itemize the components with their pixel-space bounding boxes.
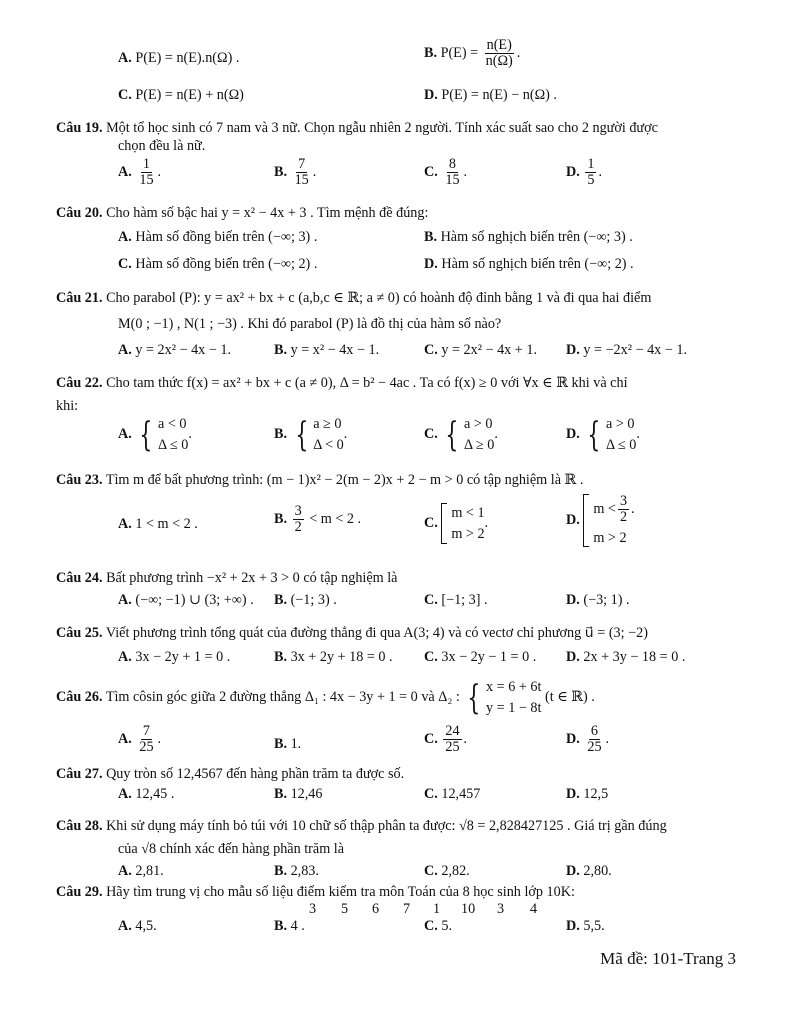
page-footer: Mã đề: 101-Trang 3 bbox=[600, 949, 736, 968]
option-text: (−1; 3) . bbox=[290, 592, 337, 608]
denominator: 25 bbox=[139, 738, 154, 755]
q28-option-a bbox=[118, 863, 164, 881]
q22-option-c bbox=[424, 414, 498, 455]
brace-symbol: { bbox=[445, 414, 459, 455]
question-text: Khi sử dụng máy tính bỏ túi với 10 chữ số thập phân ta được: √8 = 2,828427125 . Giá trị gần đúng bbox=[106, 818, 667, 834]
option-text: y = 2x² − 4x − 1. bbox=[135, 342, 231, 358]
q18-option-c bbox=[118, 87, 244, 105]
question-text: của √8 chính xác đến hàng phần trăm là bbox=[118, 841, 345, 857]
question-number: Câu 22. bbox=[56, 375, 103, 391]
option-text: P(E) = n(E).n(Ω) . bbox=[135, 50, 240, 66]
q29-option-c bbox=[424, 918, 452, 936]
q27-stem bbox=[56, 766, 404, 784]
system-line: a < 0 bbox=[157, 416, 187, 432]
q25-option-b bbox=[274, 649, 393, 667]
option-text: 2,81. bbox=[135, 863, 164, 879]
system-line: m > 2 bbox=[593, 529, 627, 546]
q29-option-b bbox=[274, 918, 305, 936]
q27-option-d bbox=[566, 786, 608, 804]
option-label: A. bbox=[118, 229, 132, 245]
q24-option-c bbox=[424, 592, 488, 610]
system-line: Δ ≤ 0 bbox=[157, 436, 189, 453]
q24-option-a bbox=[118, 592, 254, 610]
option-text: 2,80. bbox=[583, 863, 612, 879]
option-text: 4,5. bbox=[135, 918, 157, 934]
question-text: Cho hàm số bậc hai y = x² − 4x + 3 . Tìm mệnh đề đúng: bbox=[106, 205, 429, 221]
option-label: C. bbox=[424, 514, 438, 531]
option-text: 2x + 3y − 18 = 0 . bbox=[583, 649, 686, 665]
q28-option-c bbox=[424, 863, 470, 881]
option-dot: . bbox=[631, 501, 635, 518]
option-text: (−∞; −1) ∪ (3; +∞) . bbox=[135, 592, 254, 608]
system-line: m < 1 bbox=[451, 505, 485, 521]
option-label: D. bbox=[566, 511, 580, 528]
brace-symbol: { bbox=[587, 414, 601, 455]
option-text: Hàm số đồng biến trên (−∞; 3) . bbox=[135, 229, 318, 245]
question-text: chọn đều là nữ. bbox=[118, 138, 206, 154]
denominator: 5 bbox=[587, 171, 595, 188]
question-number: Câu 26. bbox=[56, 688, 103, 705]
q19-option-c bbox=[424, 157, 467, 189]
q18-option-a bbox=[118, 50, 239, 68]
question-number: Câu 19. bbox=[56, 120, 103, 136]
q21-stem bbox=[56, 290, 651, 308]
q25-option-c bbox=[424, 649, 536, 667]
fraction bbox=[585, 724, 603, 756]
option-label: C. bbox=[424, 786, 438, 802]
option-text: P(E) = n(E) − n(Ω) . bbox=[441, 87, 557, 103]
option-text: (−3; 1) . bbox=[583, 592, 630, 608]
numerator: 7 bbox=[298, 156, 306, 172]
q21-option-d bbox=[566, 342, 687, 360]
parametric-system bbox=[463, 677, 541, 718]
option-label: B. bbox=[274, 511, 288, 528]
option-text: P(E) = n(E) + n(Ω) bbox=[135, 87, 244, 103]
option-prefix: P(E) = bbox=[440, 45, 479, 62]
q19-stem bbox=[56, 120, 658, 138]
fraction bbox=[293, 157, 311, 189]
denominator: n(Ω) bbox=[485, 52, 513, 69]
denominator: 15 bbox=[294, 171, 309, 188]
score-value: 7 bbox=[403, 901, 411, 917]
q22-option-d bbox=[566, 414, 640, 455]
numerator: 7 bbox=[142, 723, 150, 739]
bracket-symbol bbox=[583, 494, 589, 547]
brace-symbol: { bbox=[467, 677, 481, 718]
system-line: y = 1 − 8t bbox=[486, 699, 542, 716]
question-text: Cho parabol (P): y = ax² + bx + c (a,b,c ∈ ℝ; a ≠ 0) có hoành độ đỉnh bằng 1 và đi qua hai điểm bbox=[106, 290, 652, 306]
q26-stem bbox=[56, 677, 595, 718]
option-label: B. bbox=[274, 592, 288, 608]
score-value: 4 bbox=[530, 901, 538, 917]
option-label: B. bbox=[274, 649, 288, 665]
q21-option-a bbox=[118, 342, 231, 360]
q28-option-b bbox=[274, 863, 319, 881]
q21-stem-cont bbox=[118, 316, 501, 334]
q26-option-c bbox=[424, 724, 467, 756]
fraction bbox=[293, 504, 304, 536]
option-text: 12,46 bbox=[290, 786, 323, 802]
q29-stem bbox=[56, 884, 575, 902]
option-text: y = x² − 4x − 1. bbox=[290, 342, 380, 358]
q24-option-d bbox=[566, 592, 630, 610]
q22-stem bbox=[56, 375, 628, 393]
score-list bbox=[309, 901, 537, 919]
fraction bbox=[484, 38, 515, 70]
q23-option-d bbox=[566, 494, 635, 547]
question-text: Hãy tìm trung vị cho mẫu số liệu điểm kiểm tra môn Toán của 8 học sinh lớp 10K: bbox=[106, 884, 575, 900]
numerator: 6 bbox=[590, 723, 598, 739]
option-text: 5,5. bbox=[583, 918, 605, 934]
question-number: Câu 28. bbox=[56, 818, 103, 834]
denominator: 25 bbox=[445, 738, 460, 755]
fraction bbox=[443, 724, 461, 756]
option-text: 1. bbox=[290, 736, 302, 752]
brace-symbol: { bbox=[294, 414, 308, 455]
option-label: D. bbox=[566, 649, 580, 665]
option-dot: . bbox=[312, 164, 317, 181]
q24-option-b bbox=[274, 592, 337, 610]
option-text: Hàm số đồng biến trên (−∞; 2) . bbox=[135, 256, 318, 272]
q21-option-c bbox=[424, 342, 537, 360]
score-value: 5 bbox=[341, 901, 349, 917]
question-text: Viết phương trình tổng quát của đường thẳng đi qua A(3; 4) và có vectơ chỉ phương u⃗ = (3; −2) bbox=[105, 625, 648, 641]
question-number: Câu 21. bbox=[56, 290, 103, 306]
option-label: B. bbox=[274, 786, 288, 802]
q22-option-a bbox=[118, 414, 192, 455]
numerator: 8 bbox=[448, 156, 456, 172]
inequality-union bbox=[441, 503, 484, 544]
option-label: C. bbox=[424, 164, 438, 181]
bracket-symbol bbox=[441, 503, 447, 544]
option-text: [−1; 3] . bbox=[441, 592, 488, 608]
denominator: 15 bbox=[445, 171, 460, 188]
q18-option-d bbox=[424, 87, 557, 105]
question-number: Câu 24. bbox=[56, 570, 103, 586]
option-text: 12,457 bbox=[441, 786, 481, 802]
numerator: 3 bbox=[294, 503, 302, 519]
q23-option-b bbox=[274, 504, 361, 536]
option-label: C. bbox=[424, 649, 438, 665]
option-label: C. bbox=[118, 87, 132, 103]
score-value: 3 bbox=[497, 901, 505, 917]
numerator: 1 bbox=[142, 156, 150, 172]
fraction bbox=[137, 724, 155, 756]
q26-option-b bbox=[274, 736, 301, 754]
option-text: 12,5 bbox=[583, 786, 609, 802]
q27-option-b bbox=[274, 786, 322, 804]
option-dot: . bbox=[484, 514, 489, 531]
q25-option-a bbox=[118, 649, 230, 667]
score-value: 10 bbox=[461, 901, 476, 917]
score-value: 6 bbox=[372, 901, 380, 917]
option-label: A. bbox=[118, 425, 132, 442]
numerator: 3 bbox=[619, 493, 628, 509]
option-dot: . bbox=[157, 731, 162, 748]
q18-option-b bbox=[424, 38, 520, 70]
q20-option-d bbox=[424, 256, 634, 274]
q20-option-b bbox=[424, 229, 633, 247]
system-line: a ≥ 0 bbox=[313, 416, 342, 432]
numerator: 24 bbox=[445, 723, 460, 739]
option-text: 12,45 . bbox=[135, 786, 175, 802]
option-label: B. bbox=[274, 342, 288, 358]
q27-option-a bbox=[118, 786, 174, 804]
option-dot: . bbox=[463, 164, 468, 181]
inequality-union bbox=[583, 494, 634, 547]
option-label: A. bbox=[118, 863, 132, 879]
numerator: n(E) bbox=[486, 37, 512, 53]
inequality-system bbox=[135, 414, 188, 455]
question-text: Quy tròn số 12,4567 đến hàng phần trăm ta được số. bbox=[106, 766, 405, 782]
option-text: y = −2x² − 4x − 1. bbox=[583, 342, 687, 358]
option-label: B. bbox=[424, 229, 438, 245]
option-text: 2,83. bbox=[290, 863, 319, 879]
option-label: D. bbox=[566, 863, 580, 879]
option-dot: . bbox=[188, 425, 192, 442]
q20-stem bbox=[56, 205, 428, 223]
option-dot: . bbox=[598, 164, 602, 181]
option-label: D. bbox=[566, 731, 580, 748]
option-label: C. bbox=[424, 425, 438, 442]
option-label: D. bbox=[424, 87, 438, 103]
question-text: Cho tam thức f(x) = ax² + bx + c (a ≠ 0), Δ = b² − 4ac . Ta có f(x) ≥ 0 với ∀x ∈ ℝ khi và chỉ bbox=[106, 375, 628, 391]
fraction bbox=[585, 157, 596, 189]
q23-option-a bbox=[118, 516, 198, 534]
inequality-system bbox=[291, 414, 344, 455]
system-line: m > 2 bbox=[451, 525, 485, 542]
q24-stem bbox=[56, 570, 397, 588]
option-label: C. bbox=[118, 256, 132, 272]
q20-option-a bbox=[118, 229, 317, 247]
inequality-system bbox=[441, 414, 494, 455]
denominator: 2 bbox=[619, 508, 628, 525]
numerator: 1 bbox=[587, 156, 595, 172]
q25-option-d bbox=[566, 649, 685, 667]
option-label: A. bbox=[118, 786, 132, 802]
q26-option-d bbox=[566, 724, 609, 756]
option-text: 3x − 2y + 1 = 0 . bbox=[135, 649, 231, 665]
q25-stem bbox=[56, 625, 648, 643]
q29-option-a bbox=[118, 918, 157, 936]
option-text: Hàm số nghịch biến trên (−∞; 3) . bbox=[440, 229, 633, 245]
q20-option-c bbox=[118, 256, 317, 274]
option-label: B. bbox=[274, 863, 288, 879]
question-number: Câu 27. bbox=[56, 766, 103, 782]
option-text: Hàm số nghịch biến trên (−∞; 2) . bbox=[441, 256, 634, 272]
question-text: Tìm côsin góc giữa 2 đường thẳng Δ₁ : 4x − 3y + 1 = 0 và Δ₂ : bbox=[105, 688, 460, 705]
denominator: 15 bbox=[139, 171, 154, 188]
q19-option-a bbox=[118, 157, 161, 189]
option-label: D. bbox=[566, 164, 580, 181]
question-text: (t ∈ ℝ) . bbox=[544, 688, 595, 705]
option-label: A. bbox=[118, 592, 132, 608]
question-number: Câu 23. bbox=[56, 472, 103, 488]
option-label: A. bbox=[118, 342, 132, 358]
q28-stem bbox=[56, 818, 667, 836]
score-value: 3 bbox=[309, 901, 317, 917]
option-label: D. bbox=[566, 592, 580, 608]
option-label: B. bbox=[274, 918, 288, 934]
option-label: B. bbox=[274, 736, 288, 752]
q23-option-c bbox=[424, 503, 488, 544]
question-number: Câu 20. bbox=[56, 205, 103, 221]
option-label: D. bbox=[566, 786, 580, 802]
option-dot: . bbox=[636, 425, 640, 442]
q23-stem bbox=[56, 472, 583, 490]
q22-option-b bbox=[274, 414, 347, 455]
system-line: Δ < 0 bbox=[313, 436, 344, 453]
option-label: C. bbox=[424, 863, 438, 879]
denominator: 25 bbox=[587, 738, 602, 755]
option-dot: . bbox=[157, 164, 162, 181]
option-label: D. bbox=[566, 918, 580, 934]
q19-option-d bbox=[566, 157, 602, 189]
option-text: 3x + 2y + 18 = 0 . bbox=[290, 649, 393, 665]
system-line: Δ ≤ 0 bbox=[605, 436, 637, 453]
option-label: D. bbox=[424, 256, 438, 272]
option-label: D. bbox=[566, 342, 580, 358]
question-text: Tìm m để bất phương trình: (m − 1)x² − 2(m − 2)x + 2 − m > 0 có tập nghiệm là ℝ . bbox=[105, 472, 584, 488]
fraction bbox=[443, 157, 461, 189]
option-label: A. bbox=[118, 918, 132, 934]
denominator: 2 bbox=[294, 518, 302, 535]
option-suffix: < m < 2 . bbox=[309, 511, 362, 528]
option-label: C. bbox=[424, 918, 438, 934]
score-value: 1 bbox=[433, 901, 441, 917]
option-dot: . bbox=[463, 731, 468, 748]
option-label: B. bbox=[424, 45, 438, 62]
question-text: Bất phương trình −x² + 2x + 3 > 0 có tập nghiệm là bbox=[106, 570, 398, 586]
option-text: y = 2x² − 4x + 1. bbox=[441, 342, 537, 358]
q28-option-d bbox=[566, 863, 612, 881]
option-label: C. bbox=[424, 342, 438, 358]
question-text: M(0 ; −1) , N(1 ; −3) . Khi đó parabol (P) là đồ thị của hàm số nào? bbox=[118, 316, 502, 332]
option-text: 2,82. bbox=[441, 863, 470, 879]
option-text: 4 . bbox=[290, 918, 305, 934]
fraction bbox=[618, 494, 629, 526]
brace-symbol: { bbox=[139, 414, 153, 455]
option-label: C. bbox=[424, 731, 438, 748]
option-dot: . bbox=[343, 425, 348, 442]
inequality-system bbox=[583, 414, 636, 455]
fraction bbox=[137, 157, 155, 189]
q22-stem-cont bbox=[56, 398, 78, 416]
option-label: A. bbox=[118, 164, 132, 181]
system-line: a > 0 bbox=[463, 416, 493, 432]
question-number: Câu 29. bbox=[56, 884, 103, 900]
question-text: Một tổ học sinh có 7 nam và 3 nữ. Chọn ngẫu nhiên 2 người. Tính xác suất sao cho 2 người được bbox=[106, 120, 658, 136]
q28-stem-cont bbox=[118, 841, 344, 859]
q19-stem-cont bbox=[118, 138, 205, 156]
system-prefix: m < bbox=[593, 501, 616, 518]
option-label: C. bbox=[424, 592, 438, 608]
option-text: 1 < m < 2 . bbox=[135, 516, 198, 532]
option-dot: . bbox=[605, 731, 610, 748]
q21-option-b bbox=[274, 342, 379, 360]
option-suffix: . bbox=[516, 45, 521, 62]
option-label: A. bbox=[118, 731, 132, 748]
q19-option-b bbox=[274, 157, 316, 189]
option-label: A. bbox=[118, 50, 132, 66]
question-number: Câu 25. bbox=[56, 625, 103, 641]
option-label: A. bbox=[118, 649, 132, 665]
option-text: 3x − 2y − 1 = 0 . bbox=[441, 649, 537, 665]
option-label: B. bbox=[274, 425, 288, 442]
q29-option-d bbox=[566, 918, 605, 936]
option-dot: . bbox=[494, 425, 498, 442]
system-line bbox=[593, 494, 634, 526]
option-text: 5. bbox=[441, 918, 452, 934]
q26-option-a bbox=[118, 724, 161, 756]
system-line: Δ ≥ 0 bbox=[463, 436, 495, 453]
question-text: khi: bbox=[56, 398, 79, 414]
option-label: B. bbox=[274, 164, 288, 181]
system-line: a > 0 bbox=[605, 416, 635, 432]
option-label: A. bbox=[118, 516, 132, 532]
q27-option-c bbox=[424, 786, 480, 804]
option-label: D. bbox=[566, 425, 580, 442]
system-line: x = 6 + 6t bbox=[486, 679, 542, 695]
